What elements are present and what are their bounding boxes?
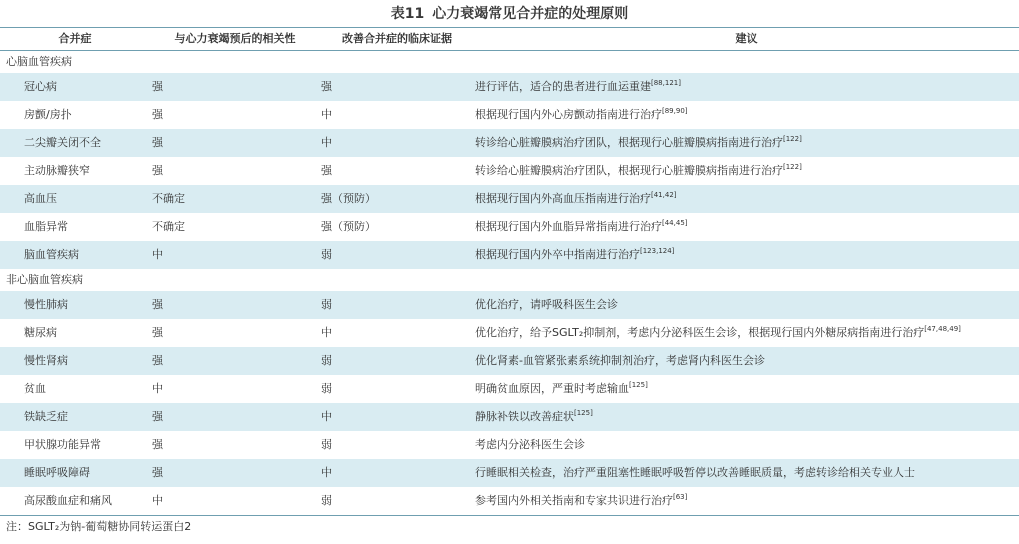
- recommendation-text: 根据现行国内外卒中指南进行治疗: [475, 248, 640, 261]
- recommendation-text: 静脉补铁以改善症状: [475, 410, 574, 423]
- prognosis-cell: 强: [152, 108, 163, 121]
- table-row: [0, 375, 1019, 403]
- prognosis-cell: 中: [152, 382, 163, 395]
- evidence-cell: 弱: [321, 438, 332, 451]
- recommendation-text: 转诊给心脏瓣膜病治疗团队，根据现行心脏瓣膜病指南进行治疗: [475, 164, 783, 177]
- comorbidity-cell: 高尿酸血症和痛风: [24, 494, 112, 507]
- evidence-cell: 中: [321, 108, 332, 121]
- recommendation-cell: [475, 73, 1019, 101]
- prognosis-cell: 不确定: [152, 220, 185, 233]
- header-prognosis: 与心力衰竭预后的相关性: [174, 32, 296, 45]
- recommendation-text: 优化治疗，给予SGLT₂抑制剂，考虑内分泌科医生会诊，根据现行国内外糖尿病指南进行治疗: [475, 326, 925, 339]
- comorbidity-cell: 冠心病: [24, 80, 57, 93]
- table-row: [0, 403, 1019, 431]
- prognosis-cell: 强: [152, 466, 163, 479]
- comorbidity-cell: 房颤/房扑: [24, 108, 72, 121]
- prognosis-cell: 强: [152, 80, 163, 93]
- evidence-cell: 强（预防）: [321, 192, 376, 205]
- table-row: [0, 129, 1019, 157]
- table-number: 表11: [390, 6, 425, 22]
- evidence-cell: 中: [321, 410, 332, 423]
- citation-ref: [47,48,49]: [924, 325, 961, 333]
- recommendation-text: 根据现行国内外心房颤动指南进行治疗: [475, 108, 662, 121]
- recommendation-cell: [475, 291, 1019, 319]
- comorbidity-cell: 慢性肺病: [24, 298, 68, 311]
- section-label: 非心脑血管疾病: [6, 273, 83, 286]
- evidence-cell: 中: [321, 466, 332, 479]
- comorbidity-cell: 甲状腺功能异常: [24, 438, 101, 451]
- recommendation-cell: [475, 347, 1019, 375]
- citation-ref: [122]: [783, 163, 802, 171]
- recommendation-cell: [475, 241, 1019, 269]
- recommendation-text: 进行评估，适合的患者进行血运重建: [475, 80, 651, 93]
- citation-ref: [88,121]: [651, 79, 681, 87]
- table-row: [0, 241, 1019, 269]
- recommendation-text: 考虑内分泌科医生会诊: [475, 438, 585, 451]
- evidence-cell: 强: [321, 80, 332, 93]
- prognosis-cell: 强: [152, 136, 163, 149]
- table-row: [0, 291, 1019, 319]
- table-title: [0, 3, 1019, 25]
- table-header-row: [0, 27, 1019, 51]
- table-row: [0, 319, 1019, 347]
- prognosis-cell: 不确定: [152, 192, 185, 205]
- recommendation-cell: [475, 129, 1019, 157]
- recommendation-text: 明确贫血原因，严重时考虑输血: [475, 382, 629, 395]
- citation-ref: [89,90]: [662, 107, 688, 115]
- citation-ref: [122]: [783, 135, 802, 143]
- comorbidity-cell: 慢性肾病: [24, 354, 68, 367]
- recommendation-text: 根据现行国内外血脂异常指南进行治疗: [475, 220, 662, 233]
- citation-ref: [125]: [574, 409, 593, 417]
- table-row: [0, 487, 1019, 515]
- evidence-cell: 中: [321, 136, 332, 149]
- section-row: [0, 269, 1019, 291]
- comorbidity-cell: 铁缺乏症: [24, 410, 68, 423]
- table-row: [0, 431, 1019, 459]
- evidence-cell: 强（预防）: [321, 220, 376, 233]
- recommendation-cell: [475, 459, 1019, 487]
- table-row: [0, 459, 1019, 487]
- prognosis-cell: 强: [152, 298, 163, 311]
- table-body: [0, 51, 1019, 516]
- recommendation-cell: [475, 213, 1019, 241]
- comorbidity-cell: 脑血管疾病: [24, 248, 79, 261]
- recommendation-cell: [475, 403, 1019, 431]
- prognosis-cell: 强: [152, 326, 163, 339]
- comorbidity-cell: 睡眠呼吸障碍: [24, 466, 90, 479]
- recommendation-cell: [475, 431, 1019, 459]
- header-comorbidity: 合并症: [58, 32, 92, 45]
- recommendation-cell: [475, 375, 1019, 403]
- citation-ref: [125]: [629, 381, 648, 389]
- recommendation-text: 优化肾素-血管紧张素系统抑制剂治疗，考虑肾内科医生会诊: [475, 354, 765, 367]
- prognosis-cell: 强: [152, 354, 163, 367]
- table-title-text: 心力衰竭常见合并症的处理原则: [432, 6, 629, 22]
- comorbidity-cell: 贫血: [24, 382, 46, 395]
- comorbidity-cell: 糖尿病: [24, 326, 57, 339]
- table-row: [0, 185, 1019, 213]
- comorbidity-cell: 主动脉瓣狭窄: [24, 164, 90, 177]
- prognosis-cell: 强: [152, 164, 163, 177]
- comorbidity-cell: 二尖瓣关闭不全: [24, 136, 101, 149]
- evidence-cell: 弱: [321, 354, 332, 367]
- section-row: [0, 51, 1019, 73]
- recommendation-text: 转诊给心脏瓣膜病治疗团队，根据现行心脏瓣膜病指南进行治疗: [475, 136, 783, 149]
- comorbidity-table: [0, 27, 1019, 516]
- table-row: [0, 157, 1019, 185]
- recommendation-text: 行睡眠相关检查，治疗严重阻塞性睡眠呼吸暂停以改善睡眠质量，考虑转诊给相关专业人士: [475, 466, 915, 479]
- table-row: [0, 213, 1019, 241]
- table-row: [0, 347, 1019, 375]
- recommendation-cell: [475, 487, 1019, 515]
- table-row: [0, 73, 1019, 101]
- citation-ref: [44,45]: [662, 219, 688, 227]
- evidence-cell: 弱: [321, 298, 332, 311]
- recommendation-text: 根据现行国内外高血压指南进行治疗: [475, 192, 651, 205]
- citation-ref: [63]: [673, 493, 688, 501]
- citation-ref: [123,124]: [640, 247, 675, 255]
- table-row: [0, 101, 1019, 129]
- header-recommendation: 建议: [735, 32, 758, 45]
- header-evidence: 改善合并症的临床证据: [342, 32, 452, 45]
- recommendation-cell: [475, 319, 1019, 347]
- section-label: 心脑血管疾病: [6, 55, 72, 68]
- prognosis-cell: 中: [152, 494, 163, 507]
- recommendation-cell: [475, 101, 1019, 129]
- citation-ref: [41,42]: [651, 191, 677, 199]
- recommendation-cell: [475, 157, 1019, 185]
- prognosis-cell: 强: [152, 438, 163, 451]
- comorbidity-cell: 高血压: [24, 192, 57, 205]
- comorbidity-cell: 血脂异常: [24, 220, 68, 233]
- recommendation-text: 参考国内外相关指南和专家共识进行治疗: [475, 494, 673, 507]
- recommendation-text: 优化治疗，请呼吸科医生会诊: [475, 298, 618, 311]
- evidence-cell: 弱: [321, 494, 332, 507]
- evidence-cell: 强: [321, 164, 332, 177]
- evidence-cell: 弱: [321, 382, 332, 395]
- prognosis-cell: 中: [152, 248, 163, 261]
- evidence-cell: 中: [321, 326, 332, 339]
- table-footnote: 注：SGLT₂为钠-葡萄糖协同转运蛋白2: [6, 520, 192, 533]
- recommendation-cell: [475, 185, 1019, 213]
- evidence-cell: 弱: [321, 248, 332, 261]
- prognosis-cell: 强: [152, 410, 163, 423]
